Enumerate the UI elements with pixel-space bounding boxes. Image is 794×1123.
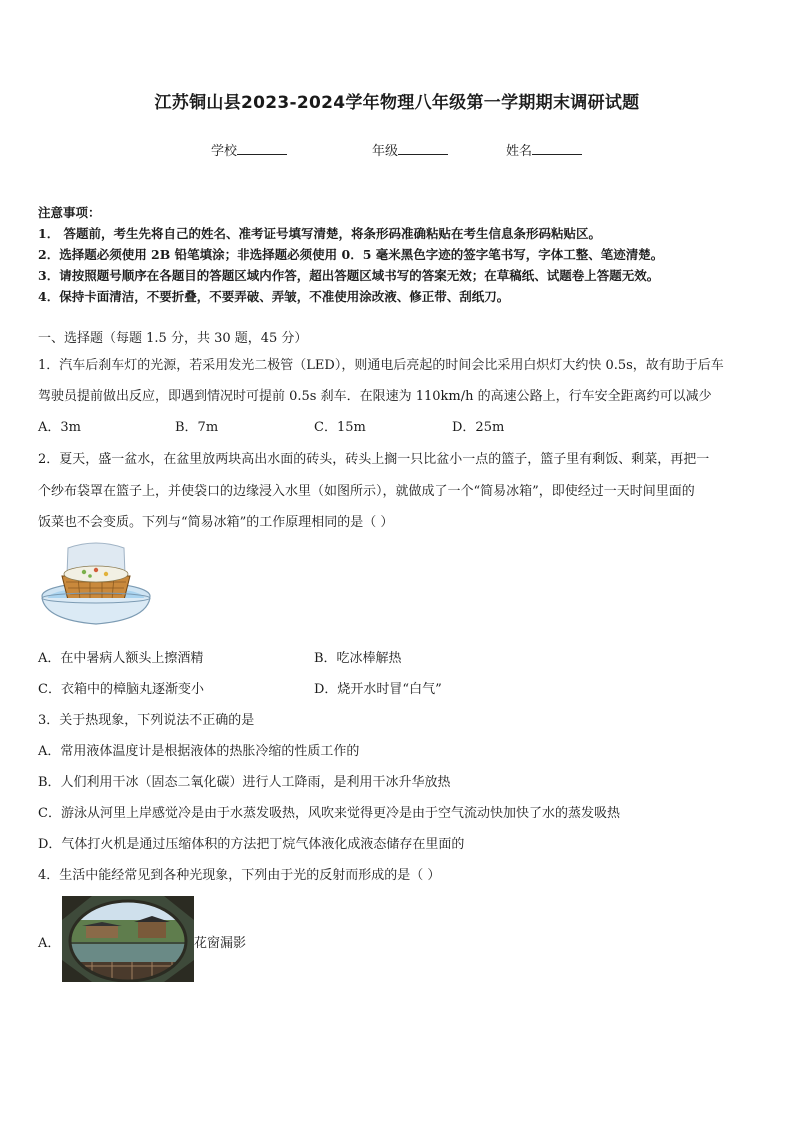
grade-label: 年级 bbox=[372, 144, 399, 159]
lattice-window-photo bbox=[62, 896, 194, 982]
q2-text: 2．夏天，盛一盆水，在盆里放两块高出水面的砖头，砖头上搁一只比盆小一点的篮子，篮子里有剩饭、剩菜，再把一 bbox=[38, 452, 710, 467]
q4-option-a-label: A． bbox=[38, 936, 61, 951]
note-item: 1． 答题前，考生先将自己的姓名、准考证号填写清楚，将条形码准确粘贴在考生信息条形码粘贴区。 bbox=[38, 226, 602, 241]
simple-fridge-illustration bbox=[38, 540, 154, 630]
name-field bbox=[506, 140, 582, 159]
note-item: 3．请按照题号顺序在各题目的答题区域内作答，超出答题区域书写的答案无效；在草稿纸、试题卷上答题无效。 bbox=[38, 268, 660, 283]
note-item: 2．选择题必须使用 2B 铅笔填涂；非选择题必须使用 0．5 毫米黑色字迹的签字笔书写，字体工整、笔迹清楚。 bbox=[38, 247, 664, 262]
q1-text: 驾驶员提前做出反应，即遇到情况时可提前 0.5s 刹车．在限速为 110km/h 的高速公路上，行车安全距离约可以减少 bbox=[38, 389, 712, 404]
q2-option-d: D．烧开水时冒“白气” bbox=[314, 682, 442, 697]
note-item: 4．保持卡面清洁，不要折叠，不要弄破、弄皱，不准使用涂改液、修正带、刮纸刀。 bbox=[38, 289, 510, 304]
q2-text: 个纱布袋罩在篮子上，并使袋口的边缘浸入水里（如图所示），就做成了一个“简易冰箱”，即使经过一天时间里面的 bbox=[38, 484, 695, 499]
q1-option-b: B．7m bbox=[175, 420, 219, 435]
q3-text: 3．关于热现象，下列说法不正确的是 bbox=[38, 713, 255, 728]
q1-text: 1．汽车后刹车灯的光源，若采用发光二极管（LED），则通电后亮起的时间会比采用白炽灯大约快 0.5s，故有助于后车 bbox=[38, 358, 724, 373]
q1-option-d: D．25m bbox=[452, 420, 505, 435]
q2-text: 饭菜也不会变质。下列与“简易冰箱”的工作原理相同的是（ ） bbox=[38, 515, 394, 530]
q2-option-c: C．衣箱中的樟脑丸逐渐变小 bbox=[38, 682, 204, 697]
q1-option-a: A．3m bbox=[38, 420, 81, 435]
school-label: 学校 bbox=[211, 144, 238, 159]
q2-option-a: A．在中暑病人额头上擦酒精 bbox=[38, 651, 204, 666]
q4-option-a-text: 花窗漏影 bbox=[194, 936, 247, 951]
section-heading: 一、选择题（每题 1.5 分，共 30 题，45 分） bbox=[38, 331, 308, 346]
page-title: 江苏铜山县2023-2024学年物理八年级第一学期期末调研试题 bbox=[154, 93, 640, 113]
q1-option-c: C．15m bbox=[314, 420, 366, 435]
q2-option-b: B．吃冰棒解热 bbox=[314, 651, 402, 666]
q3-option-c: C．游泳从河里上岸感觉冷是由于水蒸发吸热，风吹来觉得更冷是由于空气流动快加快了水的蒸发吸热 bbox=[38, 806, 620, 821]
grade-field bbox=[372, 140, 448, 159]
q4-text: 4．生活中能经常见到各种光现象，下列由于光的反射而形成的是（ ） bbox=[38, 868, 441, 883]
notes-heading: 注意事项： bbox=[38, 205, 101, 220]
q3-option-b: B．人们利用干冰（固态二氧化碳）进行人工降雨，是利用干冰升华放热 bbox=[38, 775, 451, 790]
name-blank[interactable] bbox=[532, 142, 582, 155]
q3-option-d: D．气体打火机是通过压缩体积的方法把丁烷气体液化成液态储存在里面的 bbox=[38, 837, 465, 852]
school-field bbox=[211, 140, 287, 159]
school-blank[interactable] bbox=[237, 142, 287, 155]
q3-option-a: A．常用液体温度计是根据液体的热胀冷缩的性质工作的 bbox=[38, 744, 360, 759]
grade-blank[interactable] bbox=[398, 142, 448, 155]
lattice-window-photo-image bbox=[62, 896, 194, 982]
name-label: 姓名 bbox=[506, 144, 533, 159]
